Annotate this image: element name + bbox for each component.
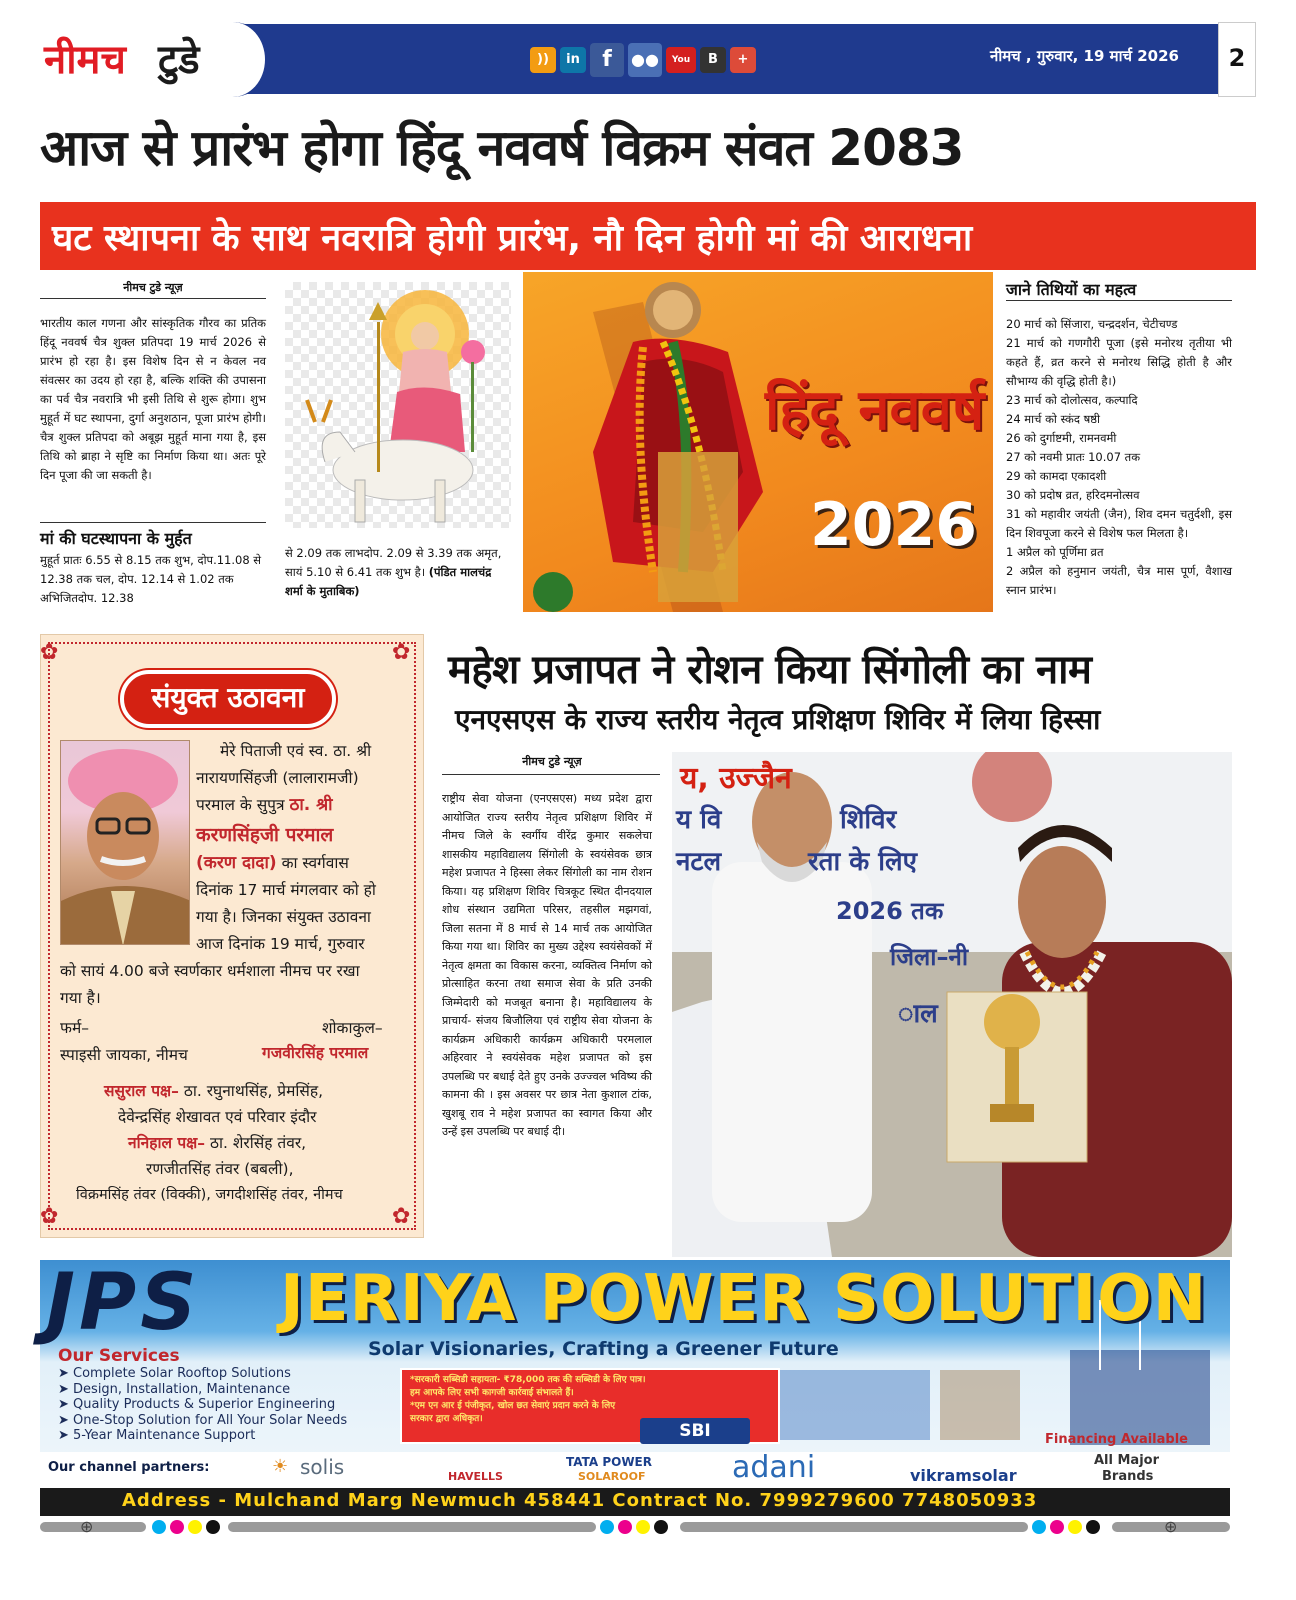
date-item: 2 अप्रैल को हनुमान जयंती, चैत्र मास पूर्ण, वैशाख स्नान प्रारंभ। xyxy=(1006,564,1232,597)
service-item: ➤ One-Stop Solution for All Your Solar Needs xyxy=(58,1413,347,1429)
goddess-image xyxy=(285,282,511,528)
shokakul-label: शोकाकुल– xyxy=(322,1019,383,1037)
divider xyxy=(1006,300,1232,301)
deceased-name: करणसिंहजी परमाल xyxy=(196,824,334,846)
lead-body: भारतीय काल गणना और सांस्कृतिक गौरव का प्रतिक हिंदू नववर्ष चैत्र शुक्ल प्रतिपदा 19 मार्च 2026 से प्रारंभ हो रहा है। इस विशेष दिन से न केवल नव संवत्सर का उदय हो रहा है, बल्कि शक्ति की उपासना का पर्व चैत्र नवरात्रि भी इसी तिथि से शुरू होगा। शुभ मुहूर्त में घट स्थापना, दुर्गा अनुशठान, पूजा प्रारंभ होगी। चैत्र शुक्ल प्रतिपदा को अबूझ मुहूर्त माना गया है, इस तिथि को ब्राहा ने सृष्टि का निर्माण किया था। अतः पूरे दिन पूजा की जा सकती है। xyxy=(40,316,266,482)
award-photo xyxy=(672,752,1232,1257)
nanihal-line xyxy=(128,1130,306,1157)
date-item: 20 मार्च को सिंजारा, चन्द्रदर्शन, चेटीचण्ड xyxy=(1006,317,1178,331)
crosshair-icon: ⊕ xyxy=(1164,1517,1178,1536)
social-icons xyxy=(530,40,756,80)
date-item: 24 मार्च को स्कंद षष्ठी xyxy=(1006,412,1101,426)
yellow-dot-icon xyxy=(188,1520,202,1534)
deceased-nickname: (करण दादा) xyxy=(196,853,277,873)
shokakul-name: गजवीरसिंह परमाल xyxy=(262,1044,369,1062)
partner-havells: HAVELLS xyxy=(448,1470,503,1483)
date-item: 26 को दुर्गाष्टमी, रामनवमी xyxy=(1006,431,1117,445)
sasural-label: ससुराल पक्ष– xyxy=(104,1082,179,1100)
award-ceremony-illustration xyxy=(672,752,1232,1257)
ad-tagline: Solar Visionaries, Crafting a Greener Future xyxy=(368,1338,839,1360)
yellow-dot-icon xyxy=(1068,1520,1082,1534)
dates-list xyxy=(1006,315,1232,600)
logo-text-black: टुडे xyxy=(158,37,200,83)
cyan-dot-icon xyxy=(152,1520,166,1534)
divider xyxy=(40,522,266,523)
magenta-dot-icon xyxy=(1050,1520,1064,1534)
partner-adani: adani xyxy=(732,1450,816,1485)
photo-banner-text: नटल xyxy=(676,847,722,877)
notice-line xyxy=(196,850,349,877)
notice-line: आज दिनांक 19 मार्च, गुरुवार xyxy=(196,935,365,953)
uthawna-title: संयुक्त उठावना xyxy=(151,681,305,714)
rss-icon[interactable]: )) xyxy=(530,47,556,73)
notice-name-highlight: ठा. श्री xyxy=(289,795,333,815)
divider xyxy=(40,298,266,299)
partner-vikram: vikramsolar xyxy=(910,1466,1017,1485)
page-number: 2 xyxy=(1218,22,1256,97)
date-item: 1 अप्रैल को पूर्णिमा व्रत xyxy=(1006,545,1104,559)
services-heading: Our Services xyxy=(58,1346,180,1366)
firm-name: स्पाइसी जायका, नीमच xyxy=(60,1046,188,1064)
dates-heading: जाने तिथियों का महत्व xyxy=(1006,280,1137,299)
financing-label: Financing Available xyxy=(1045,1432,1188,1447)
sun-icon: ☀ xyxy=(272,1456,289,1477)
pandit-credit: (पंडित मालचंद्र शर्मा के मुताबिक) xyxy=(285,565,492,598)
lead-subheadline: घट स्थापना के साथ नवरात्रि होगी प्रारंभ, नौ दिन होगी मां की आराधना xyxy=(52,218,973,259)
lead-byline: नीमच टुडे न्यूज़ xyxy=(123,281,183,294)
registration-bar xyxy=(228,1522,596,1532)
photo-banner-text: शिविर xyxy=(840,805,897,835)
firm-label: फर्म– xyxy=(60,1019,89,1037)
masthead-logo[interactable] xyxy=(40,22,270,97)
muhurat-heading: मां की घटस्थापना के मुर्हत xyxy=(40,529,192,548)
mahesh-body: राष्ट्रीय सेवा योजना (एनएसएस) मध्य प्रदेश द्वारा आयोजित राज्य स्तरीय नेतृत्व प्रशिक्षण शिविर में नीमच जिले के स्वर्गीय वीरेंद्र कुमार सकलेचा शासकीय महाविद्यालय सिंगोली के स्वयंसेवक छात्र महेश प्रजापत ने हिस्सा लेकर सिंगोली का नाम रोशन किया। यह प्रशिक्षण शिविर चित्रकूट स्थित दीनदयाल शोध संस्थान उद्यमिता परिसर, तहसील मझगवां, जिला सतना में 8 मार्च से 14 मार्च तक आयोजित किया गया था। शिविर का मुख्य उद्देश्य स्वयंसेवकों में नेतृत्व क्षमता का विकास करना, व्यक्तित्व निर्माण को प्रोत्साहित करना तथा समाज सेवा के प्रति उनकी जिम्मेदारी को मजबूत बनाना है। महाविद्यालय के प्राचार्य- संजय बिजौलिया एवं राष्ट्रीय सेवा योजना के कार्यक्रम अधिकारी कार्यक्रम अधिकारी परमलाल अहिरवार ने स्वयंसेवक महेश प्रजापत को इस उपलब्धि पर बधाई देते हुए उनके उज्ज्वल भविष्य की कामना की । इस अवसर पर छात्र नेता कुशाल टांक, खुशबू राव ने महेश प्रजापत का स्वागत किया और उन्हें इस उपलब्धि पर बधाई दी। xyxy=(442,792,652,1138)
lead-headline: आज से प्रारंभ होगा हिंदू नववर्ष विक्रम संवत 2083 xyxy=(40,119,964,177)
services-list xyxy=(58,1366,347,1444)
muhurat-continued xyxy=(285,544,511,601)
black-dot-icon xyxy=(654,1520,668,1534)
navvarsh-title: हिंदू नववर्ष xyxy=(765,378,985,443)
magenta-dot-icon xyxy=(170,1520,184,1534)
corner-ornament-icon: ✿ xyxy=(392,1204,411,1229)
jps-logo: JPS xyxy=(46,1258,201,1348)
sasural-line xyxy=(104,1078,323,1105)
corner-ornament-icon: ✿ xyxy=(40,1204,59,1229)
facebook-icon[interactable]: f xyxy=(590,43,624,77)
photo-banner-text: रता के लिए xyxy=(808,847,917,877)
youtube-icon[interactable]: You xyxy=(666,47,696,73)
logo-text-red: नीमच xyxy=(44,37,126,83)
mahesh-headline: महेश प्रजापत ने रोशन किया सिंगोली का नाम xyxy=(448,647,1092,693)
navvarsh-year: 2026 xyxy=(810,490,977,560)
black-dot-icon xyxy=(206,1520,220,1534)
plus-icon[interactable]: + xyxy=(730,47,756,73)
nanihal-names: ठा. शेरसिंह तंवर, xyxy=(209,1134,307,1152)
partner-tata-line1: TATA POWER xyxy=(566,1455,652,1469)
notice-line: को सायं 4.00 बजे स्वर्णकार धर्मशाला नीमच पर रखा xyxy=(60,962,360,980)
notice-line xyxy=(196,792,333,819)
date-item: 31 को महावीर जयंती (जैन), शिव दमन चतुर्दशी, इस दिन शिवपूजा करने से विशेष फल मिलता है। xyxy=(1006,507,1232,540)
notice-line: नारायणसिंहजी (लालारामजी) xyxy=(196,769,359,787)
subsidy-line: सरकार द्वारा अधिकृत। xyxy=(410,1414,483,1424)
nanihal-line: विक्रमसिंह तंवर (विक्की), जगदीशसिंह तंवर, नीमच xyxy=(76,1187,343,1203)
deceased-portrait xyxy=(60,740,190,945)
sasural-line: देवेन्द्रसिंह शेखावत एवं परिवार इंदौर xyxy=(118,1108,317,1126)
masthead xyxy=(40,22,1256,97)
service-item: ➤ 5-Year Maintenance Support xyxy=(58,1428,347,1444)
notice-text: का स्वर्गवास xyxy=(281,854,349,872)
service-item: ➤ Design, Installation, Maintenance xyxy=(58,1382,347,1398)
mahesh-subheadline: एनएसएस के राज्य स्तरीय नेतृत्व प्रशिक्षण शिविर में लिया हिस्सा xyxy=(455,703,1101,736)
corner-ornament-icon: ✿ xyxy=(392,640,411,665)
photo-banner-text: ाल xyxy=(898,999,938,1029)
service-item: ➤ Quality Products & Superior Engineering xyxy=(58,1397,347,1413)
partners-label: Our channel partners: xyxy=(48,1460,210,1475)
service-item: ➤ Complete Solar Rooftop Solutions xyxy=(58,1366,347,1382)
continued-text: से 2.09 तक लाभदोप. 2.09 से 3.39 तक अमृत, सायं 5.10 से 6.41 तक शुभ है। xyxy=(285,546,502,579)
notice-line: दिनांक 17 मार्च मंगलवार को हो xyxy=(196,881,376,899)
photo-banner-text: 2026 तक xyxy=(836,897,944,925)
magenta-dot-icon xyxy=(618,1520,632,1534)
nanihal-label: ननिहाल पक्ष– xyxy=(128,1134,206,1152)
photo-banner-text: य वि xyxy=(676,805,722,835)
yellow-dot-icon xyxy=(636,1520,650,1534)
partner-tata-line2: SOLAROOF xyxy=(578,1470,646,1483)
subsidy-line: हम आपके लिए सभी कागजी कार्रवाई संभालते हैं। xyxy=(410,1388,574,1398)
cyan-dot-icon xyxy=(600,1520,614,1534)
date-item: 21 मार्च को गणगौरी पूजा (इसे मनोरथ तृतीया भी कहते हैं, व्रत करने से मनोरथ सिद्धि होती है और सौभाग्य की वृद्धि होती है।) xyxy=(1006,336,1232,388)
linkedin-icon[interactable]: in xyxy=(560,47,586,73)
sasural-names: ठा. रघुनाथसिंह, प्रेमसिंह, xyxy=(183,1082,324,1100)
partner-solis: solis xyxy=(300,1455,345,1479)
divider xyxy=(442,774,660,775)
portrait-illustration xyxy=(61,741,190,945)
notice-text: परमाल के सुपुत्र xyxy=(196,796,285,814)
black-dot-icon xyxy=(1086,1520,1100,1534)
ad-address: Address - Mulchand Marg Newmuch 458441 Contract No. 7999279600 7748050933 xyxy=(122,1490,1038,1511)
crosshair-icon: ⊕ xyxy=(80,1517,94,1536)
company-name: JERIYA POWER SOLUTION xyxy=(280,1262,1208,1336)
date-item: 27 को नवमी प्रातः 10.07 तक xyxy=(1006,450,1141,464)
notice-line: मेरे पिताजी एवं स्व. ठा. श्री xyxy=(220,742,372,760)
issue-date: नीमच , गुरुवार, 19 मार्च 2026 xyxy=(990,47,1179,65)
photo-banner-text: य, उज्जैन xyxy=(680,761,792,796)
photo-banner-text: जिला–नी xyxy=(890,943,969,971)
partner-other-line2: Brands xyxy=(1102,1469,1154,1484)
group-icon[interactable]: ●● xyxy=(628,43,662,77)
muhurat-text: मुहूर्त प्रातः 6.55 से 8.15 तक शुभ, दोप.11.08 से 12.38 तक चल, दोप. 12.14 से 1.02 तक अभिजितदोप. 12.38 xyxy=(40,553,262,605)
cyan-dot-icon xyxy=(1032,1520,1046,1534)
print-registration-strip xyxy=(40,1517,1230,1536)
mahesh-byline: नीमच टुडे न्यूज़ xyxy=(522,755,582,768)
subsidy-line: *एम एन आर ई पंजीकृत, खोल छत सेवाएं प्रदान करने के लिए xyxy=(410,1401,616,1411)
date-item: 30 को प्रदोष व्रत, हरिदमनोत्सव xyxy=(1006,488,1140,502)
registration-bar xyxy=(680,1522,1028,1532)
notice-line: गया है। xyxy=(60,989,101,1007)
notice-line: गया है। जिनका संयुक्त उठावना xyxy=(196,908,371,926)
partner-other-line1: All Major xyxy=(1094,1453,1160,1468)
corner-ornament-icon: ✿ xyxy=(40,640,59,665)
nanihal-line: रणजीतसिंह तंवर (बबली), xyxy=(146,1160,294,1178)
goddess-illustration xyxy=(285,282,511,528)
date-item: 23 मार्च को दोलोत्सव, कल्पादि xyxy=(1006,393,1138,407)
sbi-logo: SBI xyxy=(640,1418,750,1444)
subsidy-line: *सरकारी सब्सिडी सहायता- ₹78,000 तक की सब्सिडी के लिए पात्र। xyxy=(410,1375,646,1385)
blogger-icon[interactable]: B xyxy=(700,47,726,73)
date-item: 29 को कामदा एकादशी xyxy=(1006,469,1107,483)
